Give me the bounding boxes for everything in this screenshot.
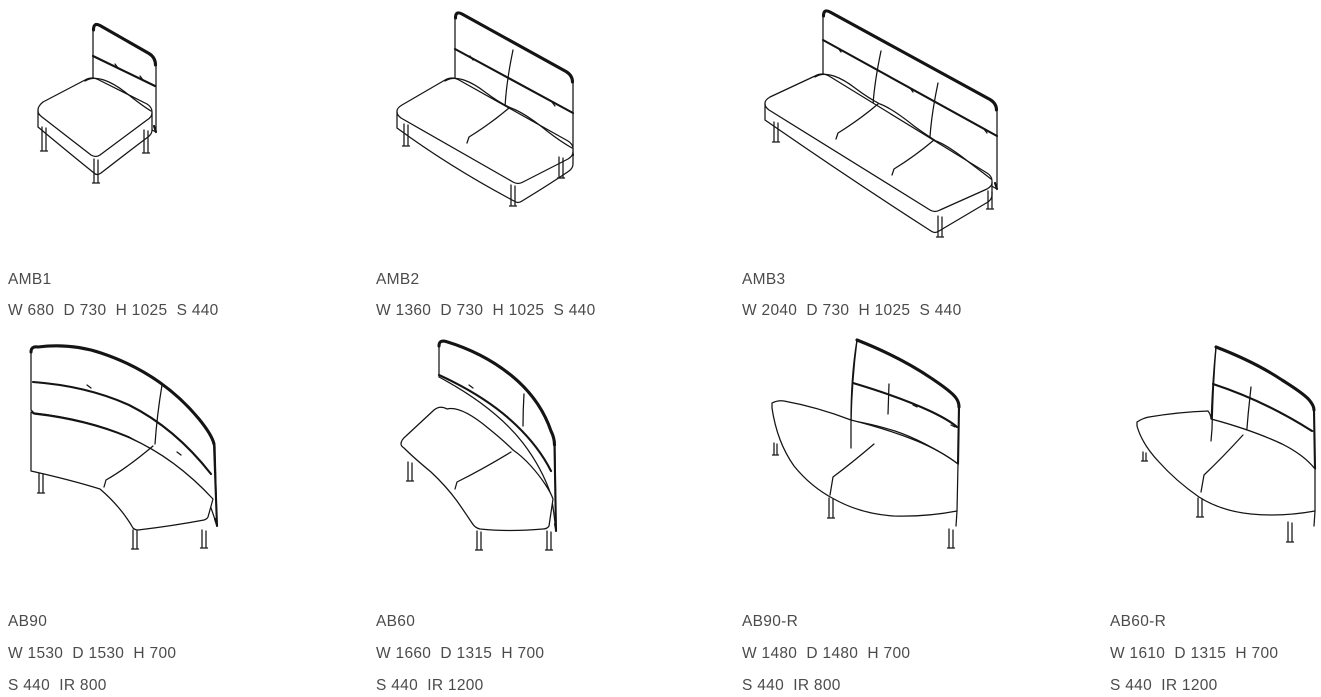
product-dims: W 1660 D 1315 H 700 — [376, 645, 545, 662]
product-figure-amb2 — [390, 5, 585, 210]
isometric-drawing-amb3 — [760, 5, 1005, 245]
product-dims: S 440 IR 1200 — [376, 677, 484, 694]
product-figure-amb3 — [760, 5, 1005, 245]
product-dims: W 1530 D 1530 H 700 — [8, 645, 177, 662]
product-dims: W 1480 D 1480 H 700 — [742, 645, 911, 662]
product-figure-ab90 — [25, 340, 225, 555]
product-name: AB90-R — [742, 613, 799, 630]
product-figure-ab60r — [1130, 340, 1320, 550]
product-name: AB90 — [8, 613, 48, 630]
product-dims: W 1360 D 730 H 1025 S 440 — [376, 302, 596, 319]
isometric-drawing-amb2 — [390, 5, 585, 210]
isometric-drawing-ab90 — [25, 340, 225, 555]
product-dims: W 680 D 730 H 1025 S 440 — [8, 302, 219, 319]
product-name: AMB1 — [8, 271, 52, 288]
product-figure-amb1 — [30, 10, 170, 190]
isometric-drawing-ab60r — [1130, 340, 1320, 550]
product-dims: S 440 IR 1200 — [1110, 677, 1218, 694]
product-dims: W 1610 D 1315 H 700 — [1110, 645, 1279, 662]
product-name: AMB2 — [376, 271, 420, 288]
isometric-drawing-amb1 — [30, 10, 170, 190]
isometric-drawing-ab90r — [765, 335, 965, 555]
product-dims: S 440 IR 800 — [8, 677, 107, 694]
product-figure-ab90r — [765, 335, 965, 555]
product-figure-ab60 — [395, 335, 565, 557]
isometric-drawing-ab60 — [395, 335, 565, 557]
product-dims: S 440 IR 800 — [742, 677, 841, 694]
product-name: AMB3 — [742, 271, 786, 288]
product-name: AB60 — [376, 613, 416, 630]
product-dims: W 2040 D 730 H 1025 S 440 — [742, 302, 962, 319]
product-name: AB60-R — [1110, 613, 1167, 630]
